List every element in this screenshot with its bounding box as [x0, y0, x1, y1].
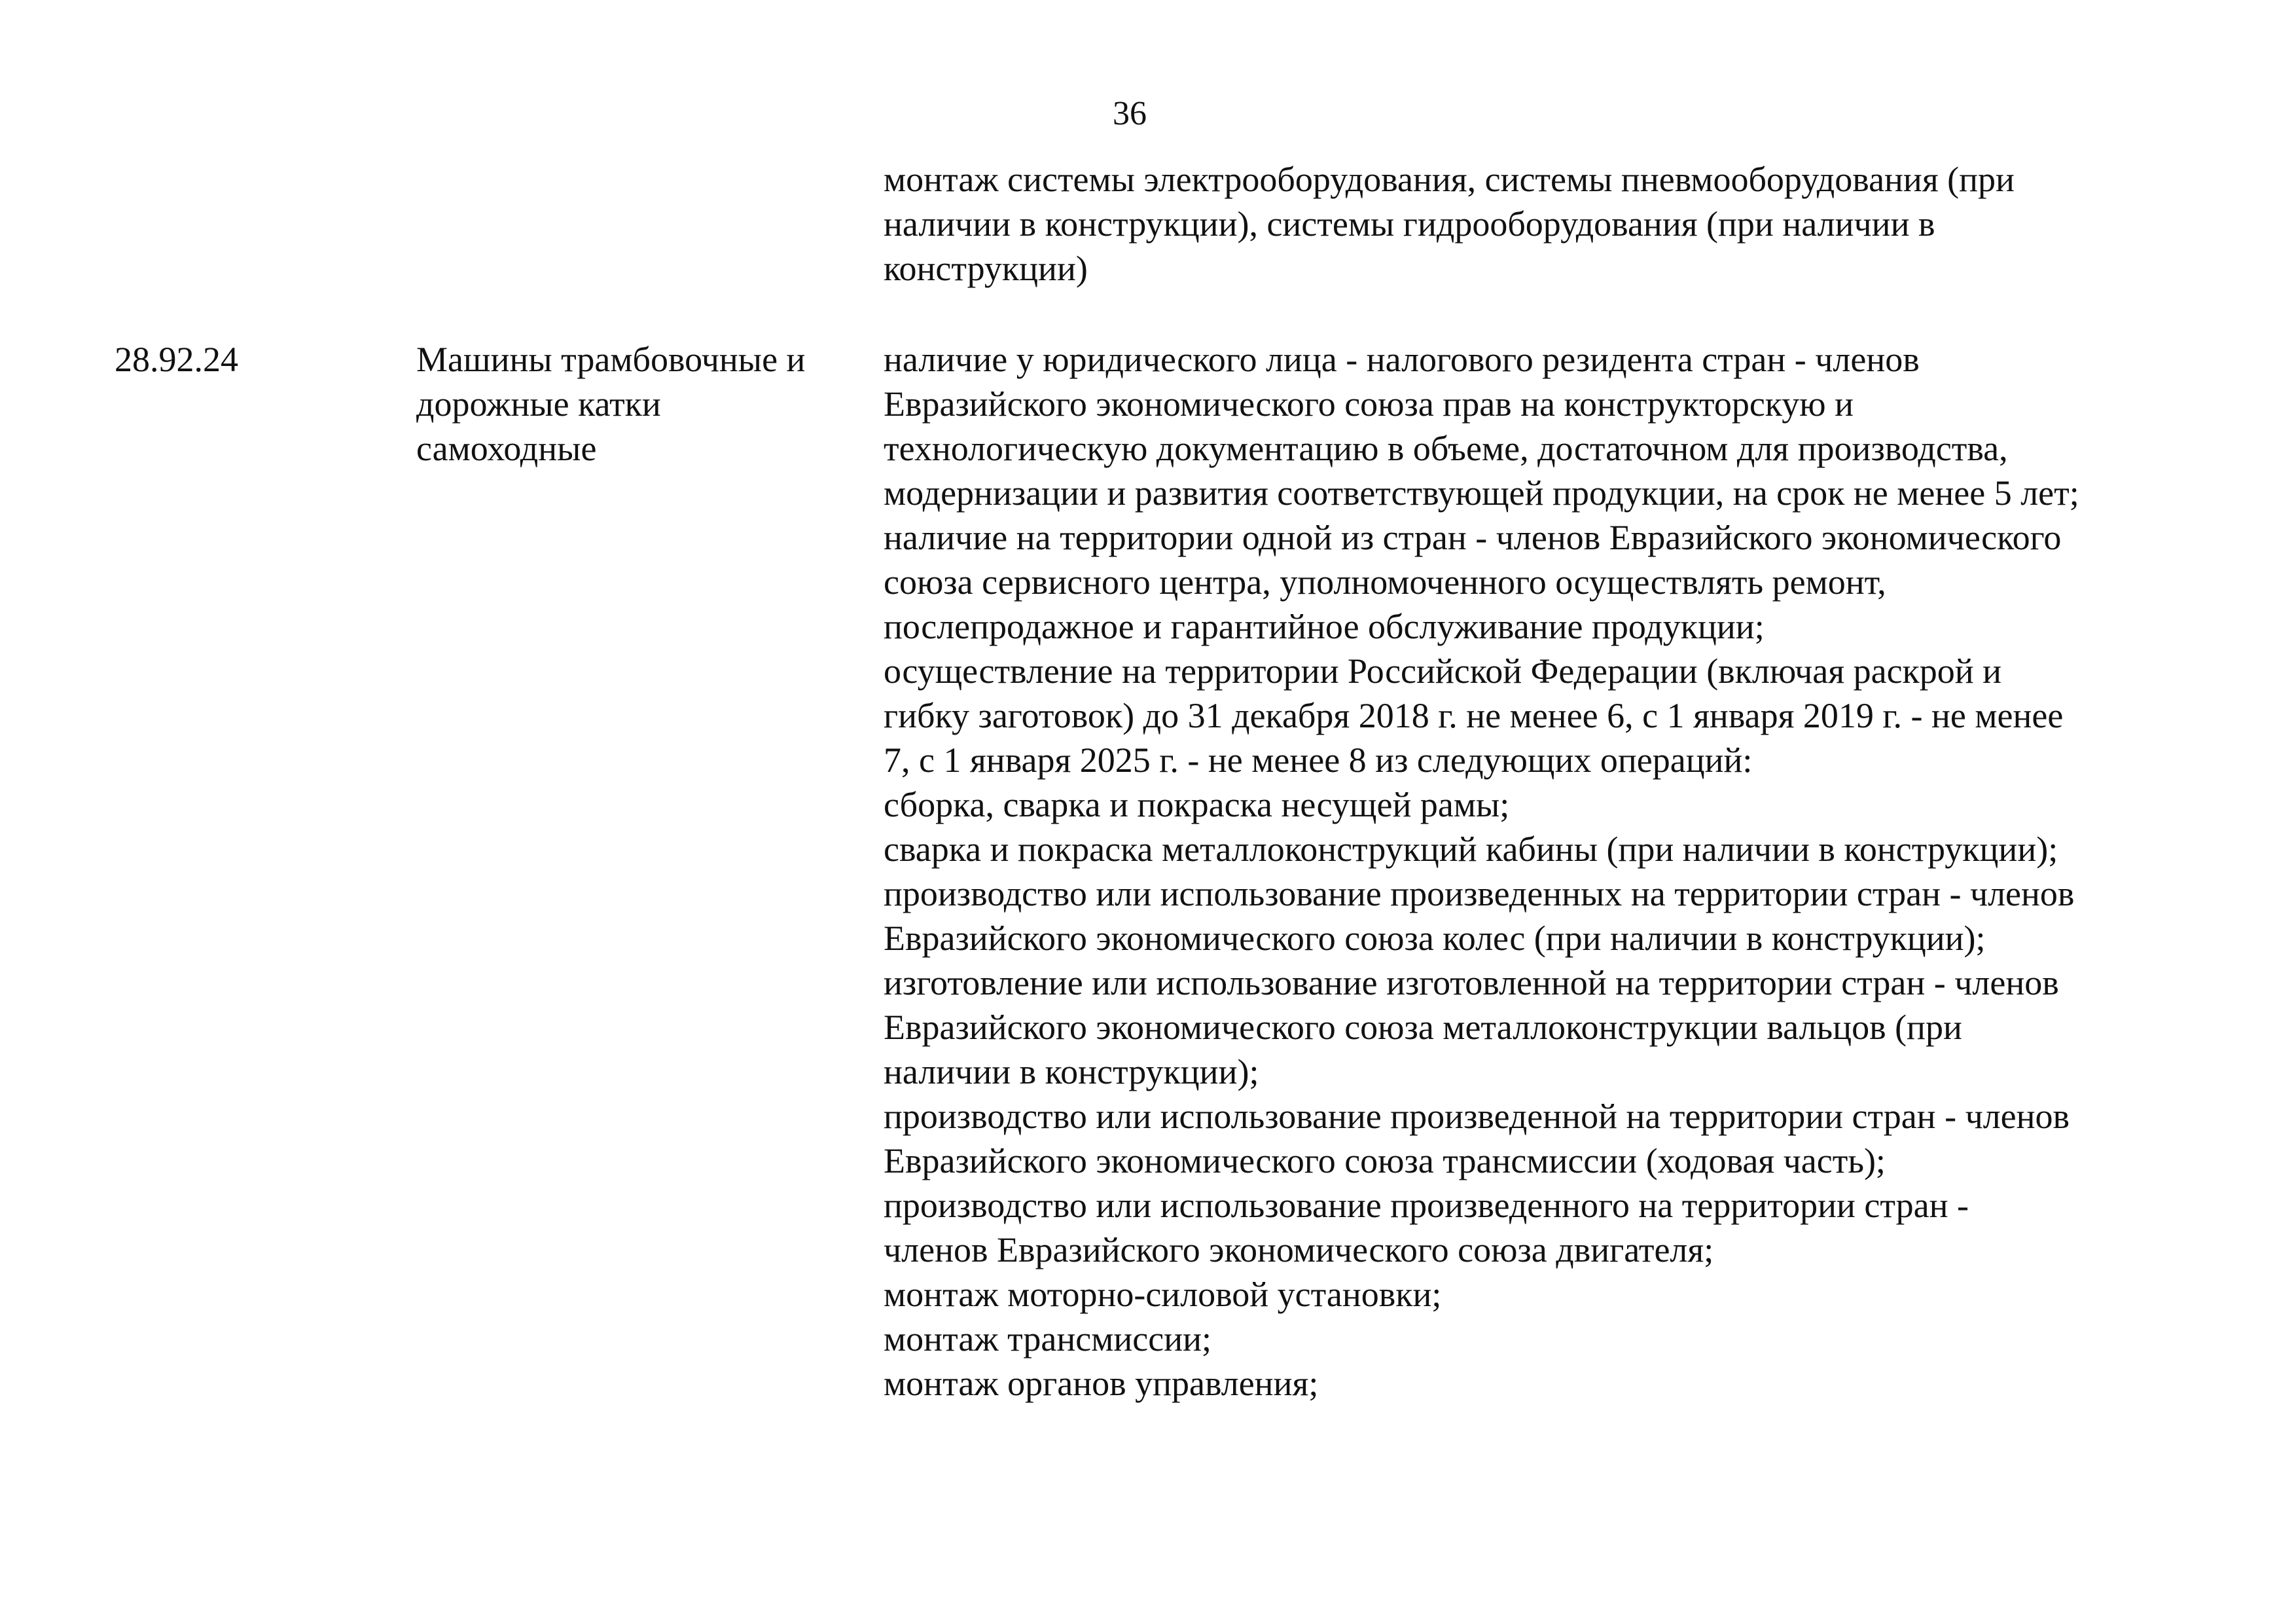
text-line: дорожные катки: [416, 384, 661, 424]
text-line: союза сервисного центра, уполномоченного осуществлять ремонт,: [884, 562, 1886, 602]
text-line: гибку заготовок) до 31 декабря 2018 г. не менее 6, с 1 января 2019 г. - не менее: [884, 696, 2064, 735]
text-line: Евразийского экономического союза колес (при наличии в конструкции);: [884, 919, 1986, 958]
product-code: 28.92.24: [115, 340, 238, 379]
text-line: Евразийского экономического союза прав на конструкторскую и: [884, 384, 1854, 424]
text-line: Евразийского экономического союза металлоконструкции вальцов (при: [884, 1008, 1962, 1047]
text-line: Евразийского экономического союза трансмиссии (ходовая часть);: [884, 1141, 1886, 1180]
text-line: монтаж моторно-силовой установки;: [884, 1275, 1442, 1314]
text-line: монтаж трансмиссии;: [884, 1319, 1212, 1359]
text-line: технологическую документацию в объеме, достаточном для производства,: [884, 429, 2008, 468]
text-line: членов Евразийского экономического союза двигателя;: [884, 1230, 1714, 1269]
text-line: Машины трамбовочные и: [416, 340, 806, 379]
text-line: производство или использование произведенной на территории стран - членов: [884, 1097, 2070, 1136]
text-line: монтаж органов управления;: [884, 1364, 1319, 1403]
text-line: сборка, сварка и покраска несущей рамы;: [884, 785, 1510, 824]
requirements: [884, 337, 2193, 1406]
product-name: [416, 337, 861, 471]
text-line: изготовление или использование изготовленной на территории стран - членов: [884, 963, 2059, 1002]
text-line: послепродажное и гарантийное обслуживание продукции;: [884, 607, 1765, 646]
text-line: осуществление на территории Российской Федерации (включая раскрой и: [884, 651, 2002, 691]
text-line: наличие у юридического лица - налогового резидента стран - членов: [884, 340, 1920, 379]
continued-requirements: [884, 157, 2193, 291]
text-line: производство или использование произведенного на территории стран -: [884, 1186, 1969, 1225]
page-number: 36: [1113, 95, 1147, 132]
text-line: производство или использование произведенных на территории стран - членов: [884, 874, 2075, 913]
text-line: наличии в конструкции);: [884, 1052, 1259, 1091]
text-line: наличии в конструкции), системы гидрооборудования (при наличии в: [884, 204, 1935, 244]
text-line: 7, с 1 января 2025 г. - не менее 8 из следующих операций:: [884, 740, 1753, 780]
text-line: монтаж системы электрооборудования, системы пневмооборудования (при: [884, 160, 2015, 199]
text-line: самоходные: [416, 429, 597, 468]
text-line: модернизации и развития соответствующей продукции, на срок не менее 5 лет;: [884, 473, 2079, 513]
text-line: сварка и покраска металлоконструкций кабины (при наличии в конструкции);: [884, 830, 2058, 869]
text-line: конструкции): [884, 249, 1088, 288]
text-line: наличие на территории одной из стран - членов Евразийского экономического: [884, 518, 2062, 557]
